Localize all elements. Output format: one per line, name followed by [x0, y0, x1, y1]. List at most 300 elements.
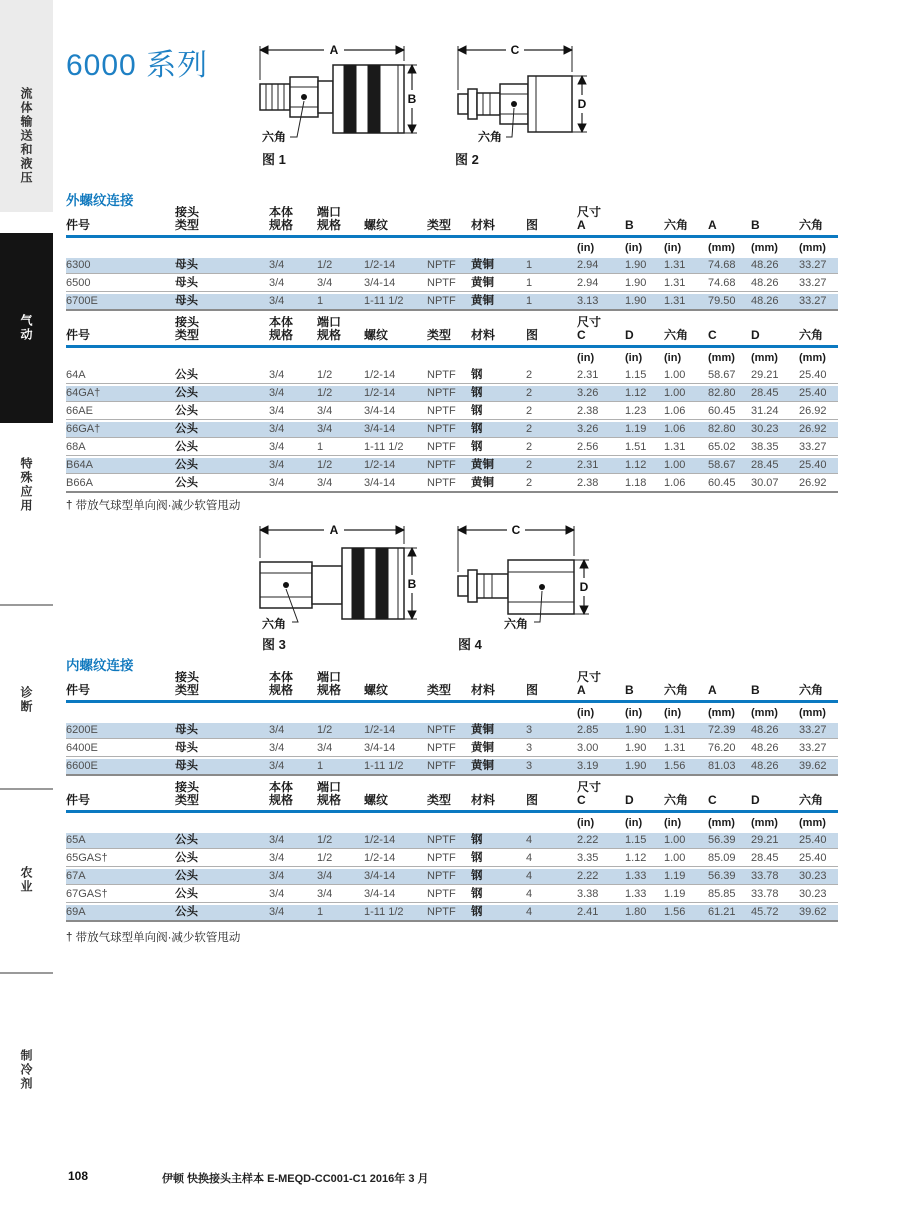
table-cell: 六角 [799, 206, 838, 238]
table-cell: 4 [526, 831, 577, 849]
table-cell: 钢 [471, 366, 526, 384]
table-cell: 1.19 [664, 867, 708, 885]
table-cell [427, 813, 471, 831]
table-cell: 1-11 1/2 [364, 292, 427, 311]
table-cell: 尺寸 A [577, 671, 625, 703]
table-cell: 66GA† [66, 420, 175, 438]
table-cell: 38.35 [751, 438, 799, 456]
table-cell [317, 238, 364, 256]
table-cell: A [708, 206, 751, 238]
table-cell [471, 703, 526, 721]
table-cell: 3.26 [577, 384, 625, 402]
table-cell: 公头 [175, 366, 269, 384]
table-cell: 六角 [664, 671, 708, 703]
dim-b-label: B [407, 92, 417, 106]
table-cell: 3/4 [317, 739, 364, 757]
table-cell: 1.51 [625, 438, 664, 456]
table-cell: 1/2-14 [364, 456, 427, 474]
table-cell: 72.39 [708, 721, 751, 739]
table-units-row [66, 238, 838, 256]
table-row [66, 456, 838, 474]
table-cell: 图 [526, 206, 577, 238]
table-cell [364, 813, 427, 831]
table-cell: NPTF [427, 849, 471, 867]
table-cell: 82.80 [708, 384, 751, 402]
table-cell: 3/4 [269, 831, 317, 849]
table-row [66, 867, 838, 885]
sidebar-item-diagnostics: 诊断 [19, 686, 33, 714]
table-cell: 2 [526, 366, 577, 384]
table-units-row [66, 813, 838, 831]
table-cell: 接头 类型 [175, 781, 269, 813]
table-cell: 黄铜 [471, 474, 526, 493]
table-cell [175, 348, 269, 366]
table-cell: B [751, 206, 799, 238]
table-cell: 黄铜 [471, 456, 526, 474]
table-cell: 3.00 [577, 739, 625, 757]
table-cell: 3.35 [577, 849, 625, 867]
table-cell: 65GAS† [66, 849, 175, 867]
spec-table-female-thread-couplers [66, 671, 838, 776]
table-row [66, 739, 838, 757]
table-cell: 1.31 [664, 721, 708, 739]
table-cell: 1/2 [317, 831, 364, 849]
table-cell: 3/4 [269, 366, 317, 384]
figure-3 [254, 522, 422, 634]
table-cell: A [708, 671, 751, 703]
table-cell: 26.92 [799, 402, 838, 420]
table-cell: 3/4 [269, 402, 317, 420]
sidebar-item-special-applications: 特殊应用 [19, 457, 33, 513]
table-cell: NPTF [427, 757, 471, 776]
table-cell: 33.27 [799, 274, 838, 292]
table-row [66, 274, 838, 292]
table-header-row [66, 316, 838, 348]
table-cell: 4 [526, 849, 577, 867]
sidebar-divider [0, 788, 53, 790]
table-cell: 45.72 [751, 903, 799, 922]
hex-callout-dot [301, 94, 307, 100]
table-cell: 1.00 [664, 384, 708, 402]
table-cell: 3/4 [317, 867, 364, 885]
table-cell: 1.90 [625, 757, 664, 776]
table-cell: 33.27 [799, 438, 838, 456]
table-body [66, 831, 838, 922]
hex-callout-dot [283, 582, 289, 588]
table-cell: 黄铜 [471, 721, 526, 739]
table-cell: 本体 规格 [269, 781, 317, 813]
table-cell: 尺寸 C [577, 781, 625, 813]
plug-diagram-icon [452, 44, 597, 148]
table-cell: NPTF [427, 456, 471, 474]
table-cell: 2.38 [577, 402, 625, 420]
table-cell: 1.31 [664, 739, 708, 757]
table-cell [269, 238, 317, 256]
table-cell: 2.41 [577, 903, 625, 922]
table-cell: 公头 [175, 402, 269, 420]
table-cell: 69A [66, 903, 175, 922]
table-cell: 钢 [471, 438, 526, 456]
table-cell: 1.90 [625, 292, 664, 311]
table-cell: (in) [577, 242, 595, 254]
table-cell: 六角 [799, 781, 838, 813]
table-cell: 接头 类型 [175, 206, 269, 238]
table-cell: (mm) [751, 352, 778, 364]
table-cell: 钢 [471, 903, 526, 922]
table-cell: 3/4 [269, 256, 317, 274]
table-cell: 3/4 [269, 903, 317, 922]
table-cell: 类型 [427, 316, 471, 348]
table-cell [526, 813, 577, 831]
table-cell: 1.06 [664, 402, 708, 420]
figure-4-caption: 图 4 [458, 637, 482, 652]
table-cell [175, 703, 269, 721]
sidebar-item-agriculture: 农业 [19, 866, 33, 894]
table-cell: D [625, 781, 664, 813]
table-row [66, 366, 838, 384]
table-cell: NPTF [427, 885, 471, 903]
table-cell: 3/4 [317, 885, 364, 903]
table-cell: C [708, 316, 751, 348]
table-cell: 类型 [427, 671, 471, 703]
table-cell: 1.90 [625, 739, 664, 757]
table-body [66, 721, 838, 776]
table-cell: 1.00 [664, 456, 708, 474]
table-cell: 2.94 [577, 274, 625, 292]
figure-2-caption: 图 2 [455, 152, 479, 167]
table-cell: 1.80 [625, 903, 664, 922]
table-cell: 3/4-14 [364, 402, 427, 420]
table-cell: 6200E [66, 721, 175, 739]
table-cell: 3/4 [269, 867, 317, 885]
dim-a-label: A [329, 44, 339, 57]
table-cell: 3/4-14 [364, 420, 427, 438]
table-cell: NPTF [427, 292, 471, 311]
table-cell: 接头 类型 [175, 671, 269, 703]
table-cell: 钢 [471, 402, 526, 420]
table-head [66, 206, 838, 256]
table-cell: 3 [526, 739, 577, 757]
table-cell: 3/4 [269, 384, 317, 402]
table-header-row [66, 206, 838, 238]
dim-d-label: D [577, 97, 587, 111]
table-cell: 25.40 [799, 456, 838, 474]
table-cell: 1.00 [664, 831, 708, 849]
table-cell: 6400E [66, 739, 175, 757]
table-cell: 1/2 [317, 849, 364, 867]
table-cell: 1/2 [317, 456, 364, 474]
table-cell: 公头 [175, 438, 269, 456]
table-cell: 六角 [664, 781, 708, 813]
table-cell: 48.26 [751, 739, 799, 757]
table-cell: 65.02 [708, 438, 751, 456]
table-cell: NPTF [427, 867, 471, 885]
table-cell: 黄铜 [471, 757, 526, 776]
table-cell: 56.39 [708, 831, 751, 849]
table-cell: 76.20 [708, 739, 751, 757]
table-cell: 母头 [175, 739, 269, 757]
table-cell: 1 [526, 292, 577, 311]
table-cell: 1.56 [664, 757, 708, 776]
table-cell: 1.12 [625, 456, 664, 474]
table-cell: 29.21 [751, 831, 799, 849]
table-cell: 1/2 [317, 366, 364, 384]
table-cell: 2 [526, 420, 577, 438]
hex-label: 六角 [262, 130, 287, 144]
table-cell: NPTF [427, 739, 471, 757]
table-cell [269, 703, 317, 721]
table-cell: B [751, 671, 799, 703]
table-cell: 1 [526, 256, 577, 274]
table-cell: 3/4-14 [364, 274, 427, 292]
table-cell: 螺纹 [364, 316, 427, 348]
table-cell: D [625, 316, 664, 348]
table-cell: NPTF [427, 420, 471, 438]
table-cell: 端口 规格 [317, 671, 364, 703]
table-cell: 本体 规格 [269, 206, 317, 238]
table-cell: 钢 [471, 885, 526, 903]
table-cell: 1.23 [625, 402, 664, 420]
table-cell: 1/2-14 [364, 831, 427, 849]
table-cell: 材料 [471, 316, 526, 348]
table-head [66, 671, 838, 721]
table-cell: (in) [664, 817, 682, 829]
table-cell: 1/2-14 [364, 366, 427, 384]
section-title-female-thread: 内螺纹连接 [66, 658, 134, 673]
table-cell: 1.31 [664, 256, 708, 274]
spec-table-male-thread-plugs [66, 316, 838, 493]
spec-table-female-thread-plugs [66, 781, 838, 922]
page-number: 108 [68, 1169, 89, 1183]
table-row [66, 721, 838, 739]
table-cell: (in) [625, 352, 643, 364]
table-cell: 3/4 [269, 438, 317, 456]
table-cell: 4 [526, 867, 577, 885]
table-cell: 1.56 [664, 903, 708, 922]
table-cell [175, 813, 269, 831]
table-cell: 2 [526, 456, 577, 474]
table-cell: 1/2 [317, 721, 364, 739]
table-cell: 1/2-14 [364, 384, 427, 402]
table-cell: 3/4-14 [364, 867, 427, 885]
table-cell: 26.92 [799, 420, 838, 438]
table-cell: NPTF [427, 721, 471, 739]
table-cell: B [625, 206, 664, 238]
table-cell: 3/4 [317, 402, 364, 420]
table-cell [471, 348, 526, 366]
table-cell [364, 348, 427, 366]
table-cell: 1.90 [625, 274, 664, 292]
table-cell [526, 703, 577, 721]
table-cell: (in) [625, 817, 643, 829]
table-cell: 母头 [175, 256, 269, 274]
table-cell: 六角 [664, 316, 708, 348]
table-cell: 6600E [66, 757, 175, 776]
table-cell: 1.19 [664, 885, 708, 903]
table-cell: 1 [526, 274, 577, 292]
table-cell: 3/4 [317, 420, 364, 438]
table-cell: NPTF [427, 274, 471, 292]
table-cell: 端口 规格 [317, 206, 364, 238]
table-cell: 接头 类型 [175, 316, 269, 348]
table-cell: 2.56 [577, 438, 625, 456]
table-cell: 85.85 [708, 885, 751, 903]
hex-callout-dot [511, 101, 517, 107]
table-cell: B66A [66, 474, 175, 493]
figure-3-caption: 图 3 [262, 637, 286, 652]
table-cell: 64GA† [66, 384, 175, 402]
table-cell: 66AE [66, 402, 175, 420]
table-cell: 本体 规格 [269, 316, 317, 348]
table-cell: 67GAS† [66, 885, 175, 903]
table-cell: (in) [664, 352, 682, 364]
table-cell: 3/4 [269, 292, 317, 311]
table-cell: 48.26 [751, 721, 799, 739]
table-cell [526, 238, 577, 256]
table-cell: 黄铜 [471, 292, 526, 311]
table-cell: 33.78 [751, 885, 799, 903]
table-cell: 1.31 [664, 292, 708, 311]
table-cell: 6700E [66, 292, 175, 311]
table-cell [427, 238, 471, 256]
figure-2 [452, 44, 597, 148]
figure-1 [254, 44, 422, 148]
table-cell: 39.62 [799, 903, 838, 922]
table-cell: 公头 [175, 849, 269, 867]
table-cell: 1/2 [317, 384, 364, 402]
table-cell: 28.45 [751, 384, 799, 402]
table-cell: 4 [526, 903, 577, 922]
table-cell: 67A [66, 867, 175, 885]
table-row [66, 474, 838, 493]
table-cell: NPTF [427, 384, 471, 402]
table-cell: 钢 [471, 384, 526, 402]
table-cell: 82.80 [708, 420, 751, 438]
table-cell [317, 703, 364, 721]
table-cell: 2 [526, 384, 577, 402]
table-cell: 1.31 [664, 274, 708, 292]
table-cell: (mm) [708, 352, 735, 364]
table-cell: 2.85 [577, 721, 625, 739]
table-cell [66, 703, 175, 721]
table-cell: 3.38 [577, 885, 625, 903]
hex-label: 六角 [262, 617, 287, 631]
table-cell: 1-11 1/2 [364, 903, 427, 922]
table-body [66, 256, 838, 311]
spec-table-male-thread-couplers [66, 206, 838, 311]
table-cell: 33.27 [799, 739, 838, 757]
table-cell: 公头 [175, 867, 269, 885]
table-row [66, 292, 838, 311]
table-cell: 螺纹 [364, 781, 427, 813]
table-cell: 1/2-14 [364, 256, 427, 274]
table-head [66, 316, 838, 366]
table-cell: 件号 [66, 671, 175, 703]
table-cell: 1.15 [625, 366, 664, 384]
table-cell: 1/2-14 [364, 849, 427, 867]
table-cell: 2 [526, 402, 577, 420]
table-cell: 48.26 [751, 292, 799, 311]
table-cell [471, 238, 526, 256]
table-units-row [66, 348, 838, 366]
dim-a-label: A [329, 523, 339, 537]
plug-diagram-icon [452, 522, 602, 634]
dim-c-label: C [511, 523, 521, 537]
table-cell: 1 [317, 438, 364, 456]
table-cell: (mm) [799, 817, 826, 829]
table-cell: 3/4-14 [364, 474, 427, 493]
table-cell: 48.26 [751, 757, 799, 776]
table-cell: 母头 [175, 757, 269, 776]
table-cell: 黄铜 [471, 274, 526, 292]
table-cell: 28.45 [751, 849, 799, 867]
table-cell: 1.90 [625, 256, 664, 274]
table-cell: 3/4 [317, 274, 364, 292]
table-cell: 25.40 [799, 366, 838, 384]
table-cell: NPTF [427, 256, 471, 274]
table-cell [364, 238, 427, 256]
table-cell: 1.90 [625, 721, 664, 739]
table-row [66, 885, 838, 903]
sidebar-divider [0, 972, 53, 974]
table-cell: 1.12 [625, 849, 664, 867]
page-title: 6000 系列 [66, 49, 209, 82]
table-cell: 3.26 [577, 420, 625, 438]
table-cell: 3/4-14 [364, 739, 427, 757]
table-cell: 2 [526, 438, 577, 456]
table-cell: (mm) [751, 817, 778, 829]
table-cell: C [708, 781, 751, 813]
table-cell: 33.27 [799, 292, 838, 311]
table-cell: 1 [317, 292, 364, 311]
table-cell: 81.03 [708, 757, 751, 776]
table-cell: 74.68 [708, 256, 751, 274]
table-cell: NPTF [427, 402, 471, 420]
table-cell: NPTF [427, 831, 471, 849]
coupler-diagram-icon [254, 44, 422, 148]
table-cell: 3.13 [577, 292, 625, 311]
table-cell: 2.94 [577, 256, 625, 274]
table-cell [471, 813, 526, 831]
table-cell: 图 [526, 781, 577, 813]
table-cell: 30.07 [751, 474, 799, 493]
table-cell: 3/4 [269, 757, 317, 776]
table-body [66, 366, 838, 493]
table-cell: (mm) [799, 242, 826, 254]
table-cell: 48.26 [751, 256, 799, 274]
table-cell: 2.31 [577, 456, 625, 474]
sidebar-item-pneumatics-active-tab: 气动 [0, 233, 53, 423]
table-cell: 黄铜 [471, 739, 526, 757]
table-cell: 60.45 [708, 474, 751, 493]
table-cell: 公头 [175, 456, 269, 474]
table-cell: 钢 [471, 867, 526, 885]
table-cell: 25.40 [799, 831, 838, 849]
dim-b-label: B [407, 577, 417, 591]
table-cell: 28.45 [751, 456, 799, 474]
table-cell: 1.18 [625, 474, 664, 493]
table-row [66, 420, 838, 438]
table-cell [66, 238, 175, 256]
table-cell: 类型 [427, 206, 471, 238]
table-cell: 64A [66, 366, 175, 384]
table-cell: 3/4 [317, 474, 364, 493]
table-cell: 1/2-14 [364, 721, 427, 739]
table-cell: 25.40 [799, 849, 838, 867]
table-cell: 68A [66, 438, 175, 456]
table-cell: 3/4 [269, 474, 317, 493]
table-cell: 1-11 1/2 [364, 438, 427, 456]
